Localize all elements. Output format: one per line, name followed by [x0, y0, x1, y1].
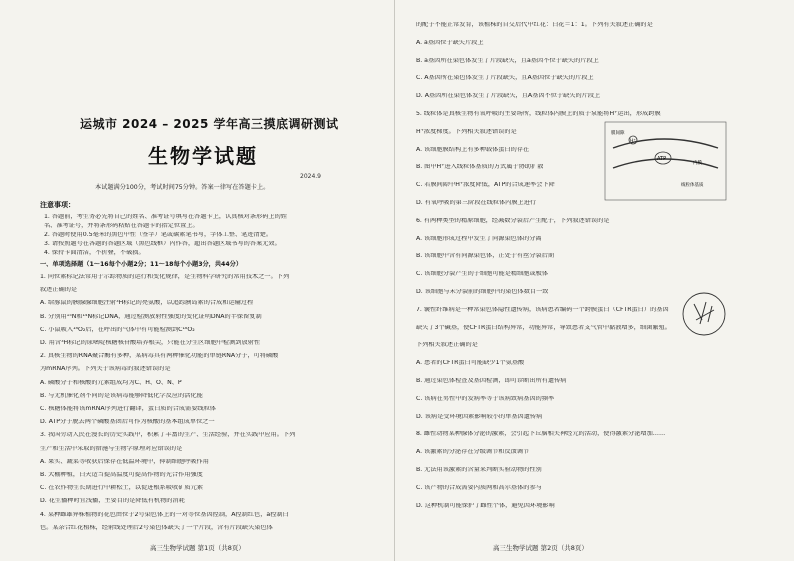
page-footer-right: 高三生物学试题 第2页（共8页）	[493, 544, 588, 552]
left-question-line: D. 花生播种时宜浅播，主要目的是降低有机物的消耗	[40, 498, 185, 505]
left-question-line: B. 大棚种植，白天适当提高温度可提高作物的光合作用强度	[40, 472, 203, 478]
right-question-line: B. 该细胞中含有同源染色体，正处于有丝分裂后期	[416, 253, 555, 260]
left-page	[0, 0, 392, 561]
right-question-line: D. A基因所在染色体发生了片段缺失，且A基因不位于缺失的片段上	[416, 93, 601, 100]
right-question-line: C. 该产物的合成需要内质网和高尔基体的参与	[416, 484, 542, 491]
right-question-line: B. 通过染色体检查及基因检测，即可诊断出所有遗传病	[416, 378, 567, 384]
right-question-line: 6. 有两种类型的精原细胞，经减数分裂后产生配子，下列叙述错误的是	[416, 217, 610, 224]
right-question-line: B. 无法用该激素的含量来判断实验动物的性别	[416, 467, 542, 473]
right-question-line: A. 该细胞膜结构上有多种载体蛋白的存在	[416, 146, 530, 153]
right-question-line: D. 该细胞与未分裂前的细胞中的染色体数目一致	[416, 289, 549, 295]
right-question-line: 7. 囊性纤维病是一种常染色体隐性遗传病，该病患者编码一个跨膜蛋白（CFTR蛋白）的基因	[416, 306, 669, 313]
note-line: 1. 答题前，考生务必先将自己的姓名、准考证号填写在答题卡上，认真核对条形码上的姓	[44, 214, 287, 220]
right-question-line: B. a基因所在染色体发生了片段缺失，且a基因不位于缺失的片段上	[416, 57, 599, 64]
right-question-line: 下列相关叙述正确的是	[416, 342, 478, 349]
left-question-line: D. 用含³H标记的尿嘧啶核糖核苷酸培养根尖，只能在分生区细胞中检测到放射性	[40, 340, 261, 346]
right-question-line: A. 该细胞形成过程中发生了同源染色体的分离	[416, 235, 542, 242]
right-question-line: D. 有氧呼吸的第三阶段在线粒体内膜上进行	[416, 200, 537, 206]
right-page	[398, 0, 794, 561]
right-question-line: C. A基因所在染色体发生了片段缺失，且A基因位于缺失的片段上	[416, 75, 594, 82]
left-question-line: 4. 某种雌雄异株植物的花色由位于2号染色体上的一对等位基因控制，A控制红色，a控制白	[40, 511, 289, 518]
right-question-line: A. 该激素的分泌存在分级调节和反馈调节	[416, 449, 530, 456]
notes-heading: 注意事项：	[40, 201, 75, 209]
right-question-line: C. 若膜间隙中H⁺浓度降低，ATP的合成速率会下降	[416, 182, 555, 189]
membrane-label: 内膜	[693, 161, 702, 166]
left-question-line: 为mRNA序列。下列关于该病毒的叙述错误的是	[40, 366, 171, 373]
left-question-line: A. 果实、蔬菜等收获后保存在低温环境中，抑制细胞呼吸作用	[40, 458, 209, 465]
left-question-line: C. 在农作物生长期进行中耕松土，以促进根系吸收矿质元素	[40, 485, 203, 492]
note-line: 名、准考证号，并将条形码粘贴在答题卡的指定位置上。	[44, 223, 199, 229]
right-question-line: A. a基因位于缺失片段上	[416, 39, 484, 46]
left-question-line: 2. 真核生物的RNA聚合酶有多种，某病毒具有两种催化功能的单链RNA分子，可将磷酸	[40, 353, 279, 360]
right-question-line: D. 该病是受环境因素影响较小的单基因遗传病	[416, 413, 543, 420]
right-question-line: H⁺浓度梯度。下列相关叙述错误的是	[416, 128, 517, 135]
left-question-line: 生产和生活中采取的措施与生物学原理对应错误的是	[40, 445, 183, 452]
right-question-line: 缺失了3个碱基，使CFTR蛋白结构异常，功能异常，导致患者支气管中黏液增多，细菌繁殖。	[416, 324, 671, 331]
exam-intro: 本试题满分100分，考试时间75分钟。答案一律写在答题卡上。	[95, 184, 270, 191]
left-question-line: D. ATP分子脱去两个磷酸基团后可作为核酸的基本组成单位之一	[40, 419, 215, 426]
mitochondria-figure	[603, 120, 728, 202]
left-question-line: 1. 同位素标记法常用于示踪物质的运行和变化规律，是生物科学研究的常用技术之一。下列	[40, 274, 290, 280]
h-plus-label: H⁺	[630, 139, 636, 144]
right-question-line: B. 图中H⁺进入线粒体基质的方式属于协助扩散	[416, 164, 544, 171]
note-line: 2. 答题时使用0.5毫米的黑色中性（签字）笔或碳素笔书写，字体工整、笔迹清楚。	[44, 232, 273, 238]
left-question-line: 3. 我国劳动人民在漫长的历史实践中，积累了丰富的生产、生活经验，并在实践中应用。下列	[40, 432, 296, 439]
right-question-line: C. 该病在男性中的发病率等于该病致病基因的频率	[416, 395, 555, 402]
right-question-line: D. 这种机制可能保护了雌性个体，避免因环境影响	[416, 502, 555, 509]
left-question-line: 色。某杂合红花植株，经射线处理后2号染色体缺失了一个片段，含有片段缺失染色体	[40, 524, 273, 531]
left-question-line: C. 核糖体能将该mRNA序列进行翻译，蛋白质的合成需要线粒体	[40, 406, 216, 412]
cell-figure	[680, 290, 728, 338]
right-question-line: 8. 雌性动物某种腺体分泌的激素，会引起下丘脑相关神经元的活动，使得激素分泌增加……	[416, 431, 666, 438]
matrix-label: 线粒体基质	[681, 183, 704, 188]
left-question-line: 叙述正确的是	[40, 287, 78, 294]
right-question-line: A. 患者的CFTR蛋白可能缺少1个氨基酸	[416, 360, 525, 367]
left-question-line: A. 给豚鼠的胰腺腺细胞注射³H标记的亮氨酸，以追踪胰岛素的合成和运输过程	[40, 300, 254, 307]
right-question-line: 的配子不能正常发育，该植株的自交后代中红花：白花＝1：1。下列有关叙述正确的是	[416, 22, 653, 28]
right-question-line: C. 该细胞分裂产生的子细胞可能是精细胞或极体	[416, 271, 549, 278]
left-question-line: A. 磷酸分子和核酸的元素组成均为C、H、O、N、P	[40, 379, 182, 386]
section-heading: 一、单项选择题（1～16每个小题2分；11～18每个小题3分，共44分）	[40, 261, 243, 268]
left-question-line: C. 小鼠吸入¹⁸O₂后，在呼出的气体中有可能检测到C¹⁸O₂	[40, 326, 195, 333]
note-line: 3. 请按照题号在各题的答题区域（黑色线框）内作答，超出答题区域书写的答案无效。	[44, 241, 281, 247]
subject-title: 生物学试题	[148, 144, 258, 168]
left-question-line: B. 分别用¹⁵N和¹⁴N标记DNA，通过检测放射性强度的变化证明DNA的半保留复制	[40, 313, 262, 320]
chromosome-lines	[694, 302, 714, 324]
atp-label: ATP	[657, 156, 667, 162]
cell-outline	[683, 293, 725, 335]
exam-header-title: 运城市 2024 – 2025 学年高三摸底调研测试	[80, 117, 339, 131]
page-footer-left: 高三生物学试题 第1页（共8页）	[150, 544, 245, 552]
space-label: 膜间隙	[611, 131, 625, 136]
page-divider	[394, 0, 395, 561]
right-question-line: 5. 线粒体是真核生物有氧呼吸的主要场所，线粒体内膜上的质子泵能将H⁺运出，形成跨膜	[416, 111, 661, 117]
note-line: 4. 保持卡面清洁，不折叠，不破损。	[44, 250, 145, 256]
left-question-line: B. 与无机催化剂不同的是该病毒能够降低化学反应的活化能	[40, 392, 203, 399]
exam-date: 2024.9	[300, 173, 321, 180]
